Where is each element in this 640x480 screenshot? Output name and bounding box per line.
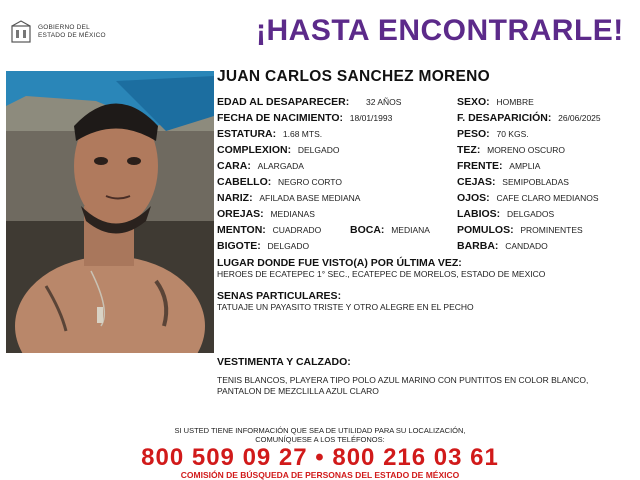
field-labios-value: DELGADOS (506, 209, 555, 219)
field-sexo (457, 96, 534, 108)
field-cejas-label: CEJAS: (457, 176, 496, 188)
field-barba (457, 240, 548, 252)
field-f-desaparicion-value: 26/06/2025 (558, 113, 601, 123)
field-orejas-value: MEDIANAS (270, 209, 315, 219)
field-edad (217, 96, 401, 108)
field-nariz-label: NARIZ: (217, 192, 253, 204)
field-edad-value: 32 AÑOS (366, 97, 402, 107)
contact-note (0, 426, 640, 444)
field-cara-label: CARA: (217, 160, 251, 172)
distinctive-marks-label: SENAS PARTICULARES: (217, 290, 342, 302)
commission-name: COMISIÓN DE BÚSQUEDA DE PERSONAS DEL ESTADO DE MÉXICO (180, 470, 460, 480)
field-cara-value: ALARGADA (257, 161, 304, 171)
person-photo-illustration (6, 71, 214, 353)
field-boca-value: MEDIANA (391, 225, 430, 235)
field-ojos (457, 192, 599, 204)
field-pomulos-label: POMULOS: (457, 224, 514, 236)
clothing-label: VESTIMENTA Y CALZADO: (217, 356, 351, 368)
last-seen-label: LUGAR DONDE FUE VISTO(A) POR ÚLTIMA VEZ: (217, 257, 462, 269)
field-fecha-nacimiento-value: 18/01/1993 (349, 113, 393, 123)
field-cara (217, 160, 304, 172)
gov-logo-line1: GOBIERNO DEL (38, 24, 90, 31)
field-frente-value: AMPLIA (509, 161, 541, 171)
field-complexion-label: COMPLEXION: (217, 144, 292, 156)
field-frente-label: FRENTE: (457, 160, 503, 172)
phone-numbers: 800 509 09 27 • 800 216 03 61 (141, 444, 499, 471)
field-peso-value: 70 KGS. (496, 129, 529, 139)
missing-person-photo (6, 71, 214, 353)
field-pomulos-value: PROMINENTES (520, 225, 583, 235)
field-estatura-value: 1.68 MTS. (282, 129, 323, 139)
field-tez-label: TEZ: (457, 144, 481, 156)
distinctive-marks-value: TATUAJE UN PAYASITO TRISTE Y OTRO ALEGRE EN EL PECHO (217, 302, 474, 312)
field-estatura-label: ESTATURA: (217, 128, 277, 140)
field-sexo-label: SEXO: (457, 96, 490, 108)
field-labios (457, 208, 554, 220)
field-tez-value: MORENO OSCURO (487, 145, 566, 155)
field-estatura (217, 128, 322, 140)
field-fecha-nacimiento-label: FECHA DE NACIMIENTO: (217, 112, 343, 124)
last-seen-value: HEROES DE ECATEPEC 1° SEC., ECATEPEC DE MORELOS, ESTADO DE MEXICO (217, 269, 546, 279)
field-pomulos (457, 224, 583, 236)
field-peso (457, 128, 529, 140)
field-bigote-label: BIGOTE: (217, 240, 261, 252)
contact-note-line2: COMUNÍQUESE A LOS TELÉFONOS: (255, 435, 385, 444)
person-name: JUAN CARLOS SANCHEZ MORENO (217, 68, 491, 85)
field-cabello-label: CABELLO: (217, 176, 272, 188)
field-f-desaparicion (457, 112, 601, 124)
clothing-value: TENIS BLANCOS, PLAYERA TIPO POLO AZUL MARINO CON PUNTITOS EN COLOR BLANCO, PANTALON DE MEZCLILLA AZUL CLARO (217, 375, 589, 396)
field-nariz-value: AFILADA BASE MEDIANA (259, 193, 361, 203)
field-peso-label: PESO: (457, 128, 490, 140)
field-labios-label: LABIOS: (457, 208, 501, 220)
field-tez (457, 144, 565, 156)
field-menton (217, 224, 321, 236)
field-cabello-value: NEGRO CORTO (278, 177, 342, 187)
field-nariz (217, 192, 360, 204)
field-ojos-label: OJOS: (457, 192, 490, 204)
field-f-desaparicion-label: F. DESAPARICIÓN: (457, 112, 552, 124)
headline: ¡HASTA ENCONTRARLE! (256, 14, 624, 47)
field-frente (457, 160, 540, 172)
field-cejas-value: SEMIPOBLADAS (502, 177, 569, 187)
field-sexo-value: HOMBRE (496, 97, 534, 107)
field-complexion-value: DELGADO (297, 145, 340, 155)
field-ojos-value: CAFE CLARO MEDIANOS (496, 193, 599, 203)
field-boca-label: BOCA: (350, 224, 385, 236)
gov-logo-line2: ESTADO DE MÉXICO (38, 32, 106, 39)
field-edad-label: EDAD AL DESAPARECER: (217, 96, 350, 108)
field-orejas (217, 208, 315, 220)
field-bigote-value: DELGADO (267, 241, 310, 251)
field-barba-value: CANDADO (505, 241, 548, 251)
government-logo (10, 18, 130, 46)
field-complexion (217, 144, 339, 156)
field-bigote (217, 240, 309, 252)
field-menton-label: MENTON: (217, 224, 266, 236)
field-orejas-label: OREJAS: (217, 208, 264, 220)
state-seal-icon (10, 20, 32, 44)
field-barba-label: BARBA: (457, 240, 499, 252)
field-boca (350, 224, 430, 236)
field-menton-value: CUADRADO (272, 225, 322, 235)
field-cejas (457, 176, 569, 188)
field-cabello (217, 176, 342, 188)
contact-note-line1: SI USTED TIENE INFORMACIÓN QUE SEA DE UTILIDAD PARA SU LOCALIZACIÓN, (174, 426, 466, 435)
field-fecha-nacimiento (217, 112, 392, 124)
